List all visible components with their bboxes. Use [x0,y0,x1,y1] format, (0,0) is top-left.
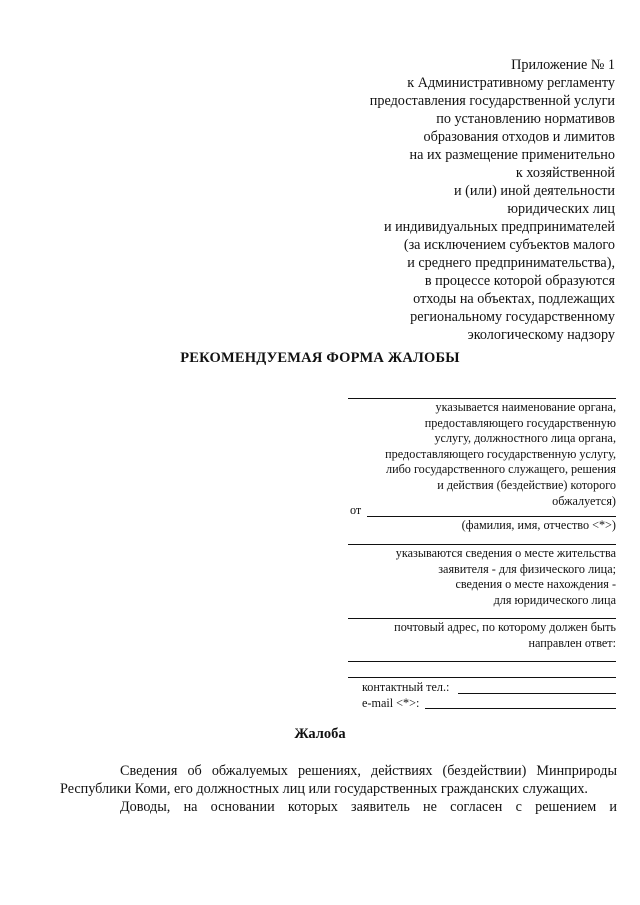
recipient-caption-line: указывается наименование органа, [435,400,616,414]
annex-line: предоставления государственной услуги [369,93,615,109]
email-fill-line [425,708,616,709]
form-title: РЕКОМЕНДУЕМАЯ ФОРМА ЖАЛОБЫ [180,350,460,366]
annex-line: и индивидуальных предпринимателей [383,219,615,235]
recipient-caption-line: и действия (бездействие) которого [437,477,616,492]
annex-line: к Административному регламенту [407,75,615,91]
email-label: e-mail <*>: [362,696,420,710]
complaint-paragraph: Сведения об обжалуемых решениях, действиях (бездействии) Минприроды Республики Коми, его должностных лиц или государственных гражданских служащих. [60,763,617,798]
annex-header [295,56,615,344]
recipient-caption-line: обжалуется) [552,493,616,508]
phone-label: контактный тел.: [362,680,450,694]
annex-line: региональному государственному [410,309,615,325]
annex-line: на их размещение применительно [409,147,615,163]
complaint-heading: Жалоба [294,726,346,742]
annex-line: и (или) иной деятельности [453,183,615,199]
postal-answer-line [348,677,616,678]
annex-line: образования отходов и лимитов [423,129,615,145]
annex-line: юридических лиц [507,201,615,217]
annex-line: Приложение № 1 [511,57,615,73]
from-label: от [350,503,362,517]
applicant-name-caption: (фамилия, имя, отчество <*>) [461,518,616,532]
annex-line: экологическому надзору [467,327,615,343]
residence-caption [396,546,616,608]
annex-line: по установлению нормативов [436,111,615,127]
recipient-caption-line: либо государственного служащего, решения [386,462,616,477]
postal-caption [394,620,616,651]
postal-answer-line [348,661,616,662]
annex-line: отходы на объектах, подлежащих [413,291,615,307]
annex-line: в процессе которой образуются [424,273,615,289]
applicant-name-line [367,516,616,517]
complaint-body [60,762,617,817]
postal-caption-line: почтовый адрес, по которому должен быть [394,620,616,634]
recipient-caption-line: услугу, должностного лица органа, [434,431,616,446]
annex-line: к хозяйственной [515,165,615,181]
phone-fill-line [458,693,616,694]
residence-caption-line: заявителя - для физического лица; [438,561,616,576]
recipient-caption [385,400,616,509]
annex-line: и среднего предпринимательства), [407,255,615,271]
postal-caption-line: направлен ответ: [528,635,616,650]
residence-caption-line: для юридического лица [493,592,616,607]
annex-line: (за исключением субъектов малого [403,237,615,253]
residence-caption-line: сведения о месте нахождения - [455,577,616,592]
recipient-caption-line: предоставляющего государственную услугу, [385,446,616,461]
complaint-paragraph: Доводы, на основании которых заявитель не согласен с решением и [120,799,617,816]
postal-fill-line [348,618,616,619]
residence-caption-line: указываются сведения о месте жительства [395,546,616,560]
recipient-caption-line: предоставляющего государственную [424,415,616,430]
recipient-fill-line [348,398,616,399]
residence-fill-line [348,544,616,545]
